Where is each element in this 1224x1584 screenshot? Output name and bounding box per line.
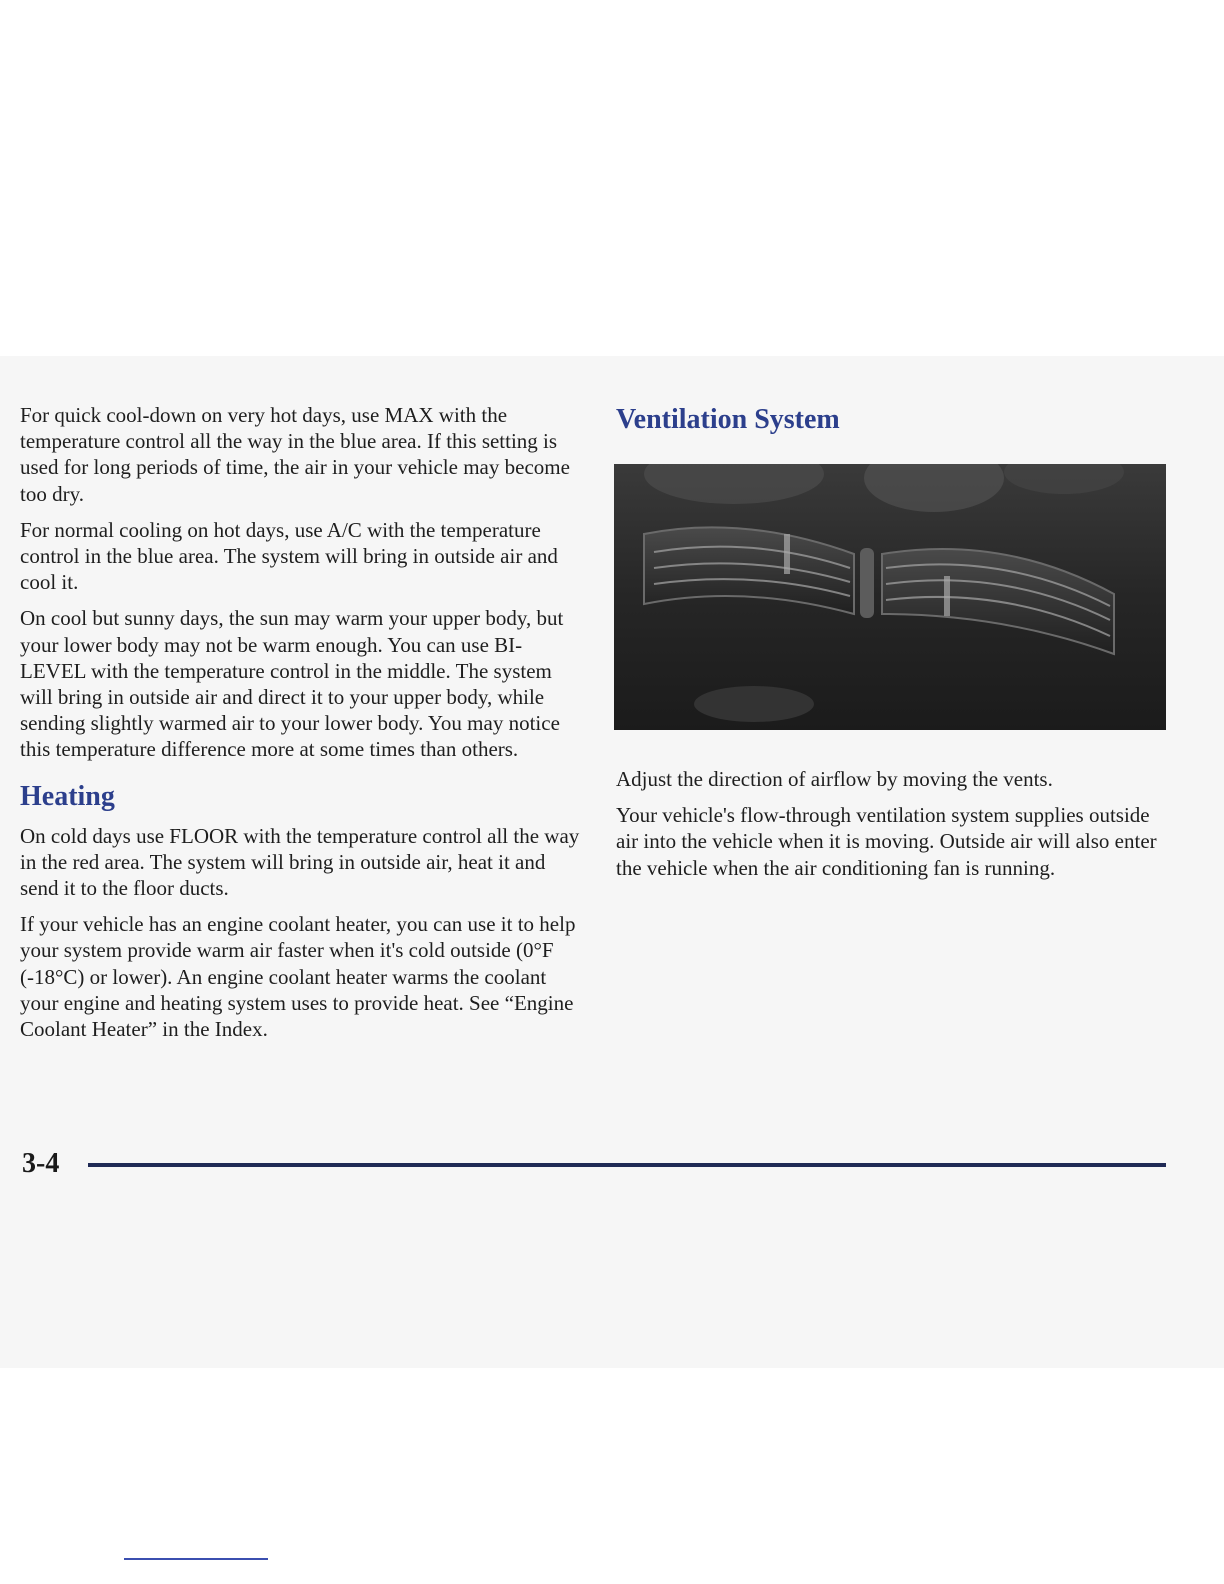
paragraph-adjust-airflow: Adjust the direction of airflow by moving the vents.	[616, 767, 1053, 791]
paragraph-max-cooldown: For quick cool-down on very hot days, use MAX with the temperature control all the way in the blue area. If this setting is used for long periods of time, the air in your vehicle may become too dry.	[20, 403, 570, 506]
paragraph-floor-heating: On cold days use FLOOR with the temperature control all the way in the red area. The system will bring in outside air, heat it and send it to the floor ducts.	[20, 823, 580, 901]
right-column-text	[616, 766, 1172, 891]
heading-heating: Heating	[20, 780, 115, 812]
paragraph-flow-through: Your vehicle's flow-through ventilation system supplies outside air into the vehicle when it is moving. Outside air will also enter the vehicle when the air conditioning fan is running.	[616, 803, 1157, 880]
heading-ventilation-system: Ventilation System	[616, 404, 840, 435]
vents-photo	[614, 464, 1166, 730]
footer-rule	[88, 1163, 1166, 1167]
air-vent-illustration	[614, 464, 1166, 730]
right-column-header	[616, 402, 1176, 436]
left-column	[20, 402, 580, 1052]
bottom-rule	[124, 1558, 268, 1560]
paragraph-ac-cooling: For normal cooling on hot days, use A/C with the temperature control in the blue area. The system will bring in outside air and cool it.	[20, 517, 558, 595]
paragraph-bi-level: On cool but sunny days, the sun may warm your upper body, but your lower body may not be warm enough. You can use BI-LEVEL with the temperature control in the middle. The system will bring in outside air and direct it to your upper body, while sending slightly warmed air to your lower body. You may notice this temperature difference more at some times than others.	[20, 606, 564, 762]
paragraph-coolant-heater: If your vehicle has an engine coolant heater, you can use it to help your system provide warm air faster when it's cold outside (0°F (-18°C) or lower). An engine coolant heater warms the coolant your engine and heating system uses to provide heat. See “Engine Coolant Heater” in the Index.	[20, 912, 576, 1042]
page-number: 3-4	[22, 1148, 60, 1179]
